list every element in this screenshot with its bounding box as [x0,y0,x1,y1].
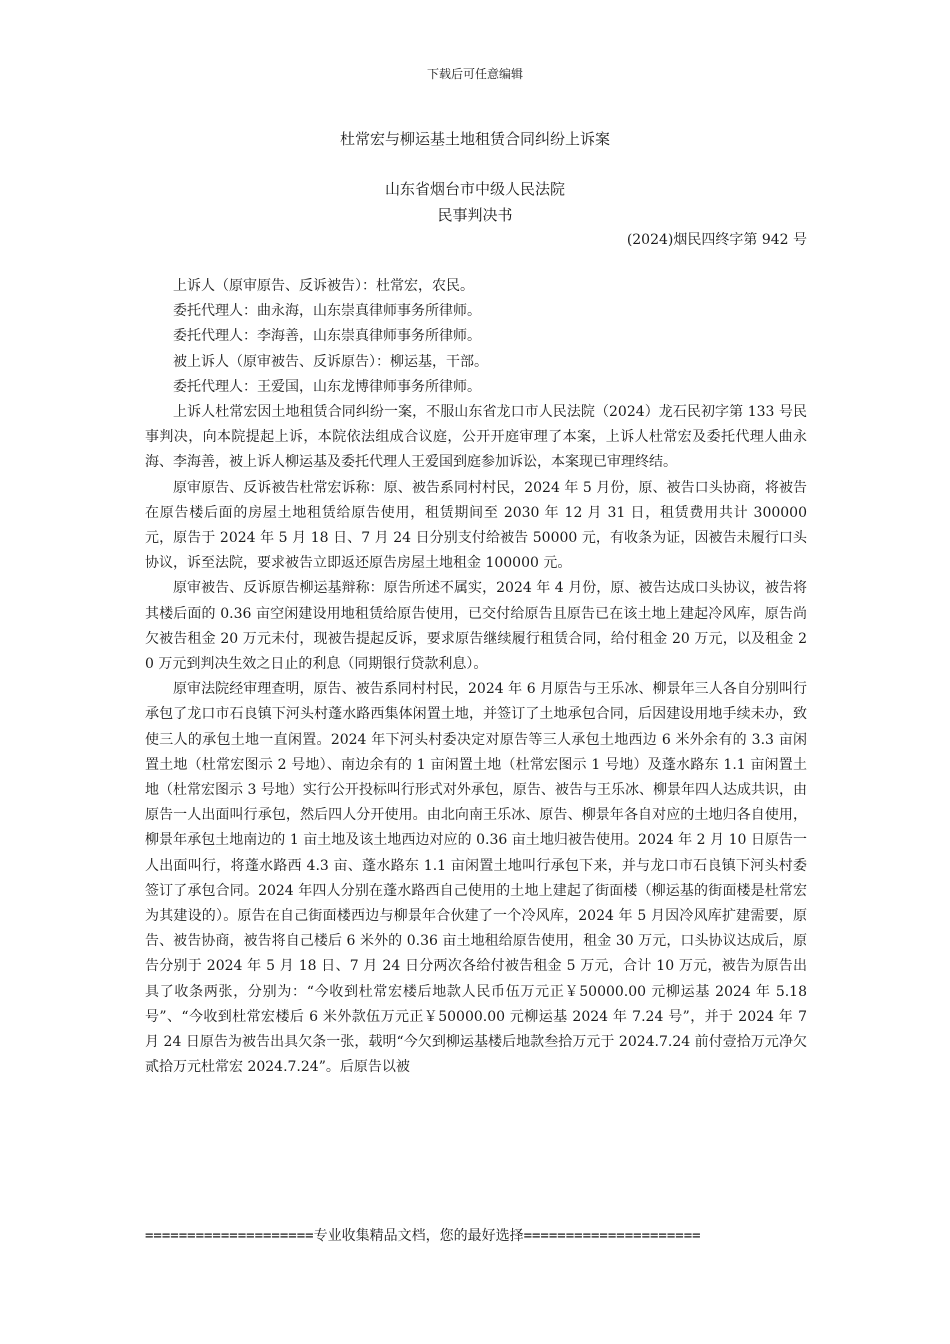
document-type: 民事判决书 [437,206,513,224]
findings-paragraph: 原审法院经审理查明，原告、被告系同村村民，2024 年 6 月原告与王乐冰、柳景年三人各自分别叫行承包了龙口市石良镇下河头村蓬水路西集体闲置土地，并签订了土地承包合同，后因建设用地手续未办，致使三人的承包土地一直闲置。2024 年下河头村委决定对原告等三人承包土地西边 6 米外余有的 3.3 亩闲置土地（杜常宏图示 2 号地）、南边余有的 1 亩闲置土地（杜常宏图示 1 号地）及蓬水路东 1.1 亩闲置土地（杜常宏图示 3 号地）实行公开投标叫行形式对外承包，原告、被告与王乐冰、柳景年四人达成共识，由原告一人出面叫行承包，然后四人分开使用。由北向南王乐冰、原告、柳景年各自对应的土地归各自使用，柳景年承包土地南边的 1 亩土地及该土地西边对应的 0.36 亩土地归被告使用。2024 年 2 月 10 日原告一人出面叫行，将蓬水路西 4.3 亩、蓬水路东 1.1 亩闲置土地叫行承包下来，并与龙口市石良镇下河头村委签订了承包合同。2024 年四人分别在蓬水路西自己使用的土地上建起了街面楼（柳运基的街面楼是杜常宏为其建设的）。原告在自己街面楼西边与柳景年合伙建了一个冷风库，2024 年 5 月因冷风库扩建需要，原告、被告协商，被告将自己楼后 6 米外的 0.36 亩土地租给原告使用，租金 30 万元，口头协议达成后，原告分别于 2024 年 5 月 18 日、7 月 24 日分两次各给付被告租金 5 万元，合计 10 万元，被告为原告出具了收条两张，分别为：“今收到杜常宏楼后地款人民币伍万元正￥50000.00 元柳运基 2024 年 5.18 号”、“今收到杜常宏楼后 6 米外款伍万元正￥50000.00 元柳运基 2024 年 7.24 号”，并于 2024 年 7 月 24 日原告为被告出具欠条一张，载明“今欠到柳运基楼后地款叁拾万元于 2024.7.24 前付壹拾万元净欠贰拾万元杜常宏 2024.7.24”。后原告以被 [145,681,807,1076]
appellee-agent-paragraph: 委托代理人：王爱国，山东龙博律师事务所律师。 [173,378,481,395]
appellant-paragraph: 上诉人（原审原告、反诉被告）：杜常宏，农民。 [173,278,474,294]
judgment-body [145,274,807,1081]
appellant-agent-paragraph: 委托代理人：李海善，山东崇真律师事务所律师。 [173,328,481,345]
case-number: (2024)烟民四终字第 942 号 [626,232,807,248]
footer-banner: ====================专业收集精品文档，您的最好选择===================== [145,1228,701,1244]
case-summary-paragraph: 上诉人杜常宏因土地租赁合同纠纷一案，不服山东省龙口市人民法院（2024）龙石民初字第 133 号民事判决，向本院提起上诉，本院依法组成合议庭，公开开庭审理了本案，上诉人杜常宏及委托代理人曲永海、李海善，被上诉人柳运基及委托代理人王爱国到庭参加诉讼，本案现已审理终结。 [145,404,807,471]
court-name: 山东省烟台市中级人民法院 [384,180,565,198]
case-title: 杜常宏与柳运基土地租赁合同纠纷上诉案 [339,130,610,148]
defendant-defense-paragraph: 原审被告、反诉原告柳运基辩称：原告所述不属实，2024 年 4 月份，原、被告达成口头协议，被告将其楼后面的 0.36 亩空闲建设用地租赁给原告使用，已交付给原告且原告已在该土地上建起冷风库，原告尚欠被告租金 20 万元未付，现被告提起反诉，要求原告继续履行租赁合同，给付租金 20 万元，以及租金 20 万元到判决生效之日止的利息（同期银行贷款利息）。 [145,580,807,673]
appellant-agent-paragraph: 委托代理人：曲永海，山东崇真律师事务所律师。 [173,303,481,320]
download-note: 下载后可任意编辑 [426,67,523,81]
appellee-paragraph: 被上诉人（原审被告、反诉原告）：柳运基，干部。 [173,353,488,370]
plaintiff-claim-paragraph: 原审原告、反诉被告杜常宏诉称：原、被告系同村村民，2024 年 5 月份，原、被告口头协商，将被告在原告楼后面的房屋土地租赁给原告使用，租赁期间至 2030 年 12 月 31 日，租赁费用共计 300000 元，原告于 2024 年 5 月 18 日、7 月 24 日分别支付给被告 50000 元，有收条为证，因被告未履行口头协议，诉至法院，要求被告立即返还原告房屋土地租金 100000 元。 [145,479,807,572]
